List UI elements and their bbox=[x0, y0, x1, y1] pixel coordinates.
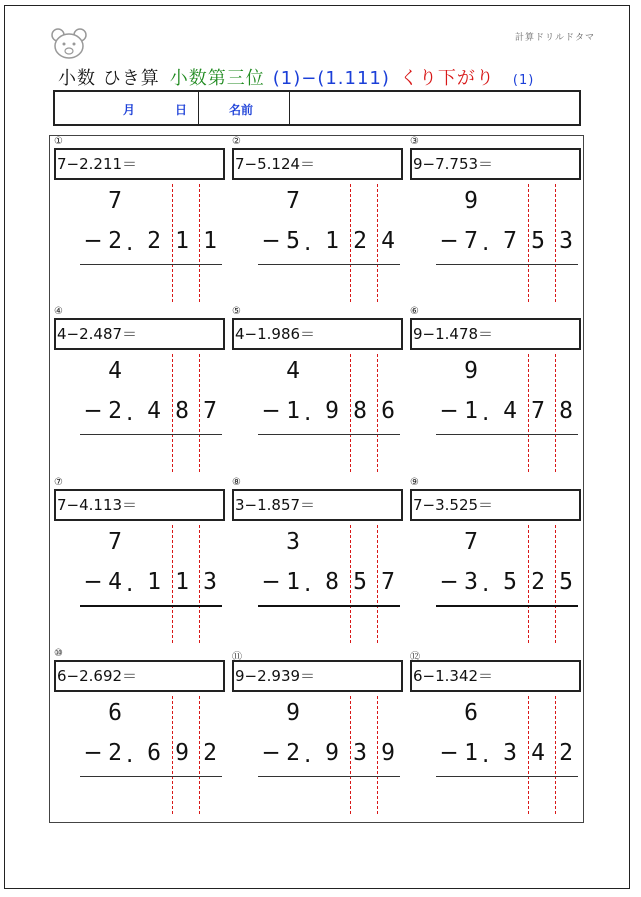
answer-area[interactable] bbox=[80, 609, 222, 643]
title-main: 小数 ひき算 bbox=[58, 68, 160, 89]
subtrahend-digit: 1 bbox=[175, 228, 189, 254]
minus-sign: − bbox=[83, 740, 103, 766]
name-field[interactable] bbox=[290, 92, 579, 124]
answer-line bbox=[80, 605, 222, 607]
problem-index: ④ bbox=[54, 306, 63, 317]
subtrahend-digit: 2 bbox=[108, 228, 122, 254]
subtrahend-digit: 9 bbox=[325, 398, 339, 424]
minuend-digit: 6 bbox=[464, 700, 478, 726]
decimal-point: . bbox=[126, 400, 134, 426]
decimal-point: . bbox=[482, 742, 490, 768]
subtrahend-digit: 8 bbox=[325, 569, 339, 595]
subtrahend-digit: 1 bbox=[464, 398, 478, 424]
subtrahend-digit: 5 bbox=[286, 228, 300, 254]
subtrahend-digit: 8 bbox=[175, 398, 189, 424]
minus-sign: − bbox=[439, 569, 459, 595]
answer-line bbox=[80, 434, 222, 435]
answer-line bbox=[436, 605, 578, 607]
problem-11 bbox=[232, 648, 408, 818]
problem-expression: 7−3.525＝ bbox=[410, 489, 581, 521]
problem-expression: 4−2.487＝ bbox=[54, 318, 225, 350]
subtrahend-digit: 4 bbox=[531, 740, 545, 766]
subtrahend-digit: 2 bbox=[108, 398, 122, 424]
subtrahend-digit: 1 bbox=[175, 569, 189, 595]
subtrahend-digit: 1 bbox=[203, 228, 217, 254]
title-range: (1)−(1.111) bbox=[272, 68, 390, 89]
page-title bbox=[58, 64, 534, 90]
decimal-point: . bbox=[482, 230, 490, 256]
minus-sign: − bbox=[83, 228, 103, 254]
title-number: (1) bbox=[512, 73, 535, 88]
problem-12 bbox=[410, 648, 586, 818]
problem-6 bbox=[410, 306, 586, 476]
subtrahend-digit: 2 bbox=[286, 740, 300, 766]
subtrahend-digit: 9 bbox=[325, 740, 339, 766]
subtrahend-digit: 8 bbox=[353, 398, 367, 424]
problem-expression: 9−7.753＝ bbox=[410, 148, 581, 180]
subtrahend-digit: 3 bbox=[464, 569, 478, 595]
answer-line bbox=[80, 776, 222, 777]
subtrahend-digit: 6 bbox=[381, 398, 395, 424]
subtrahend-digit: 7 bbox=[203, 398, 217, 424]
answer-area[interactable] bbox=[80, 780, 222, 814]
subtrahend-digit: 2 bbox=[147, 228, 161, 254]
decimal-point: . bbox=[304, 230, 312, 256]
problem-grid bbox=[49, 135, 584, 823]
subtrahend-digit: 3 bbox=[559, 228, 573, 254]
minuend-digit: 7 bbox=[108, 529, 122, 555]
decimal-point: . bbox=[126, 571, 134, 597]
subtrahend-digit: 5 bbox=[559, 569, 573, 595]
answer-area[interactable] bbox=[436, 780, 578, 814]
problem-expression: 6−2.692＝ bbox=[54, 660, 225, 692]
subtrahend-digit: 1 bbox=[325, 228, 339, 254]
subtrahend-digit: 3 bbox=[203, 569, 217, 595]
problem-3 bbox=[410, 136, 586, 306]
problem-index: ⑪ bbox=[232, 652, 242, 663]
problem-expression: 7−4.113＝ bbox=[54, 489, 225, 521]
problem-index: ⑩ bbox=[54, 648, 63, 659]
subtrahend-digit: 9 bbox=[175, 740, 189, 766]
subtrahend-digit: 2 bbox=[531, 569, 545, 595]
problem-8 bbox=[232, 477, 408, 647]
subtrahend-digit: 7 bbox=[464, 228, 478, 254]
problem-expression: 7−5.124＝ bbox=[232, 148, 403, 180]
problem-7 bbox=[54, 477, 230, 647]
problem-expression: 3−1.857＝ bbox=[232, 489, 403, 521]
subtrahend-digit: 7 bbox=[503, 228, 517, 254]
subtrahend-digit: 8 bbox=[559, 398, 573, 424]
day-label: 日 bbox=[175, 103, 188, 117]
subtrahend-digit: 7 bbox=[531, 398, 545, 424]
minus-sign: − bbox=[261, 398, 281, 424]
problem-2 bbox=[232, 136, 408, 306]
answer-area[interactable] bbox=[258, 438, 400, 472]
problem-index: ⑫ bbox=[410, 652, 420, 663]
minuend-digit: 3 bbox=[286, 529, 300, 555]
answer-area[interactable] bbox=[258, 609, 400, 643]
subtrahend-digit: 2 bbox=[559, 740, 573, 766]
subtrahend-digit: 3 bbox=[503, 740, 517, 766]
problem-expression: 4−1.986＝ bbox=[232, 318, 403, 350]
answer-line bbox=[436, 776, 578, 777]
answer-area[interactable] bbox=[258, 780, 400, 814]
answer-area[interactable] bbox=[436, 268, 578, 302]
subtrahend-digit: 2 bbox=[353, 228, 367, 254]
brand-text: 計算ドリルドタマ bbox=[514, 33, 595, 43]
minuend-digit: 9 bbox=[464, 358, 478, 384]
subtrahend-digit: 9 bbox=[381, 740, 395, 766]
subtrahend-digit: 4 bbox=[147, 398, 161, 424]
minuend-digit: 6 bbox=[108, 700, 122, 726]
problem-expression: 7−2.211＝ bbox=[54, 148, 225, 180]
decimal-point: . bbox=[304, 742, 312, 768]
subtrahend-digit: 1 bbox=[286, 398, 300, 424]
minus-sign: − bbox=[439, 740, 459, 766]
decimal-point: . bbox=[126, 742, 134, 768]
answer-line bbox=[258, 264, 400, 265]
problem-index: ⑤ bbox=[232, 306, 241, 317]
minus-sign: − bbox=[83, 569, 103, 595]
problem-index: ① bbox=[54, 136, 63, 147]
answer-line bbox=[258, 434, 400, 435]
subtrahend-digit: 6 bbox=[147, 740, 161, 766]
problem-expression: 9−2.939＝ bbox=[232, 660, 403, 692]
minuend-digit: 4 bbox=[286, 358, 300, 384]
problem-4 bbox=[54, 306, 230, 476]
minus-sign: − bbox=[83, 398, 103, 424]
decimal-point: . bbox=[304, 571, 312, 597]
name-date-bar bbox=[53, 90, 581, 126]
subtrahend-digit: 3 bbox=[353, 740, 367, 766]
decimal-point: . bbox=[126, 230, 134, 256]
problem-index: ⑥ bbox=[410, 306, 419, 317]
problem-9 bbox=[410, 477, 586, 647]
answer-line bbox=[80, 264, 222, 265]
answer-area[interactable] bbox=[80, 268, 222, 302]
month-label: 月 bbox=[123, 103, 136, 117]
bear-face-icon bbox=[50, 27, 88, 61]
problem-5 bbox=[232, 306, 408, 476]
subtrahend-digit: 1 bbox=[464, 740, 478, 766]
month-day-cell[interactable] bbox=[55, 92, 199, 124]
subtrahend-digit: 4 bbox=[108, 569, 122, 595]
minus-sign: − bbox=[439, 398, 459, 424]
decimal-point: . bbox=[304, 400, 312, 426]
subtrahend-digit: 4 bbox=[381, 228, 395, 254]
answer-line bbox=[258, 776, 400, 777]
decimal-point: . bbox=[482, 400, 490, 426]
minus-sign: − bbox=[439, 228, 459, 254]
problem-expression: 6−1.342＝ bbox=[410, 660, 581, 692]
minus-sign: − bbox=[261, 740, 281, 766]
minuend-digit: 4 bbox=[108, 358, 122, 384]
subtrahend-digit: 1 bbox=[147, 569, 161, 595]
minuend-digit: 7 bbox=[464, 529, 478, 555]
subtrahend-digit: 7 bbox=[381, 569, 395, 595]
subtrahend-digit: 4 bbox=[503, 398, 517, 424]
problem-1 bbox=[54, 136, 230, 306]
answer-line bbox=[436, 264, 578, 265]
minus-sign: − bbox=[261, 569, 281, 595]
answer-area[interactable] bbox=[258, 268, 400, 302]
problem-index: ⑨ bbox=[410, 477, 419, 488]
minuend-digit: 9 bbox=[286, 700, 300, 726]
name-label-cell bbox=[199, 92, 290, 124]
title-sub: 小数第三位 bbox=[169, 68, 265, 89]
answer-area[interactable] bbox=[436, 609, 578, 643]
name-label: 名前 bbox=[229, 103, 254, 117]
minuend-digit: 7 bbox=[286, 188, 300, 214]
subtrahend-digit: 2 bbox=[108, 740, 122, 766]
subtrahend-digit: 5 bbox=[503, 569, 517, 595]
subtrahend-digit: 1 bbox=[286, 569, 300, 595]
minuend-digit: 9 bbox=[464, 188, 478, 214]
minuend-digit: 7 bbox=[108, 188, 122, 214]
problem-expression: 9−1.478＝ bbox=[410, 318, 581, 350]
subtrahend-digit: 5 bbox=[353, 569, 367, 595]
answer-area[interactable] bbox=[436, 438, 578, 472]
minus-sign: − bbox=[261, 228, 281, 254]
problem-index: ② bbox=[232, 136, 241, 147]
problem-index: ⑦ bbox=[54, 477, 63, 488]
subtrahend-digit: 2 bbox=[203, 740, 217, 766]
subtrahend-digit: 5 bbox=[531, 228, 545, 254]
problem-10 bbox=[54, 648, 230, 818]
problem-index: ⑧ bbox=[232, 477, 241, 488]
problem-index: ③ bbox=[410, 136, 419, 147]
title-borrow: くり下がり bbox=[399, 68, 495, 89]
answer-line bbox=[436, 434, 578, 435]
decimal-point: . bbox=[482, 571, 490, 597]
answer-line bbox=[258, 605, 400, 607]
answer-area[interactable] bbox=[80, 438, 222, 472]
